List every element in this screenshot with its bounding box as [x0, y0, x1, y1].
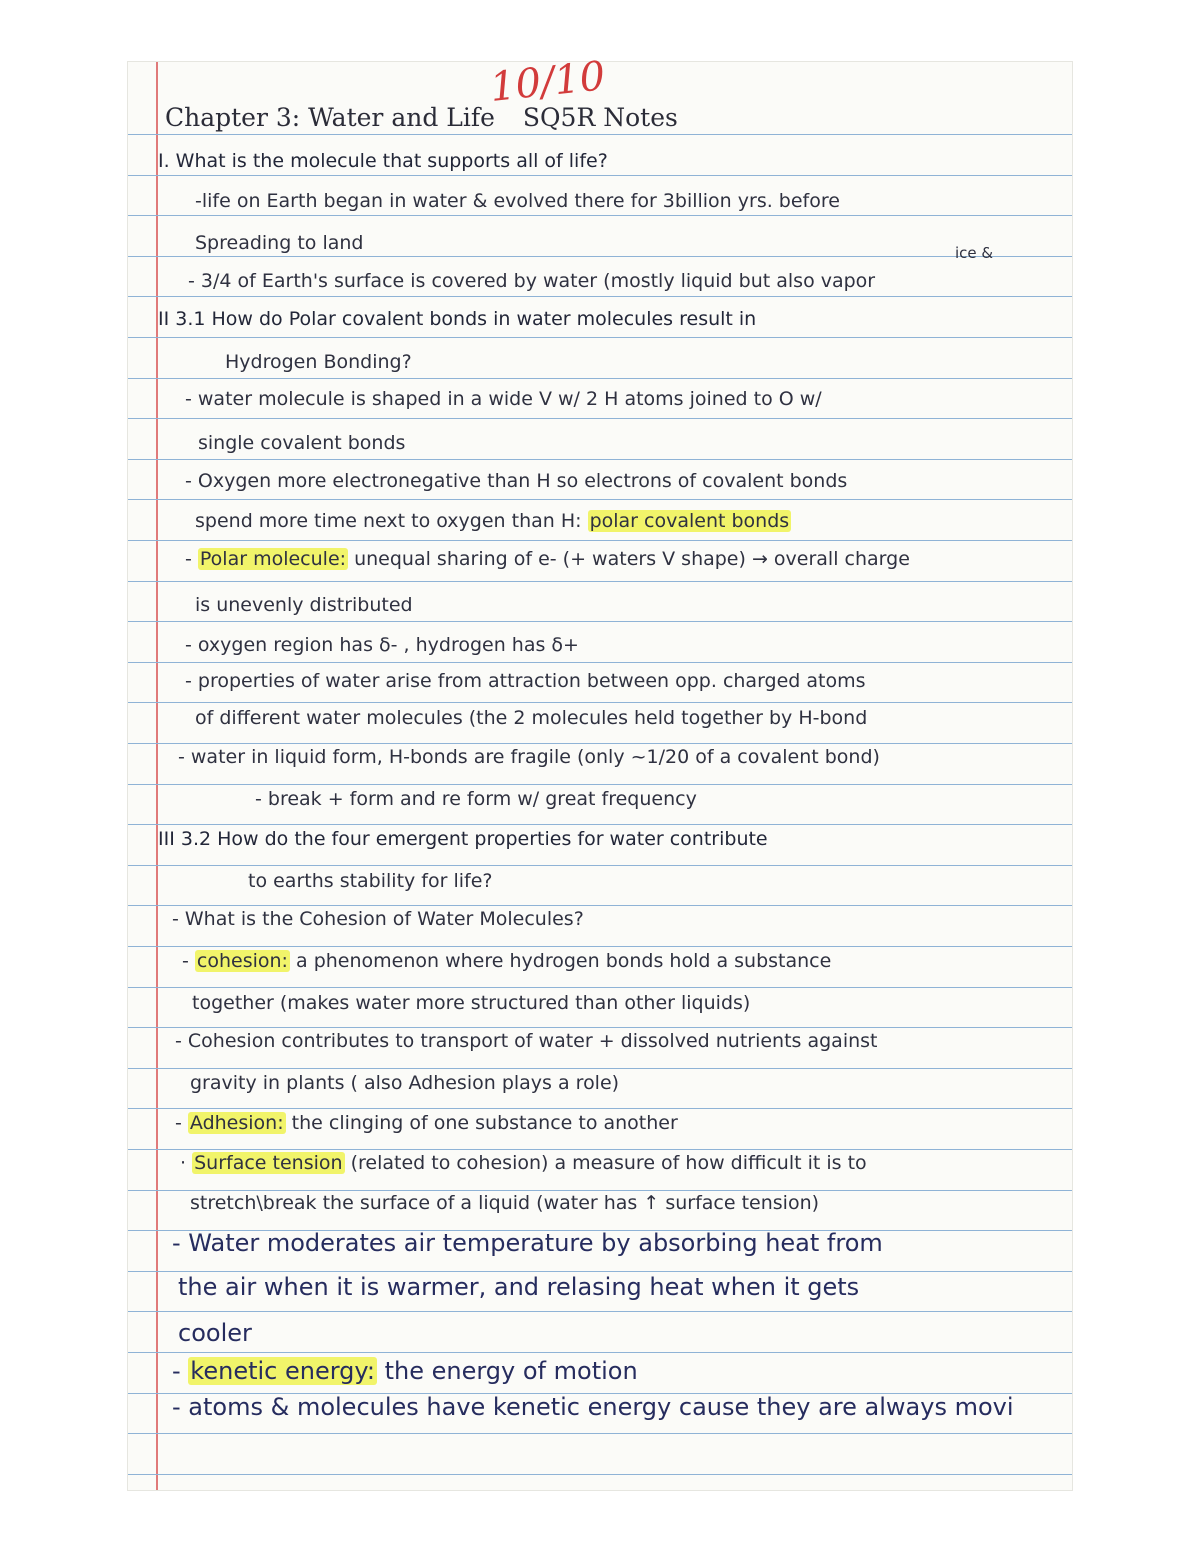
note-line-2: -life on Earth began in water & evolved there for 3billion yrs. before: [195, 190, 840, 212]
page-title: Chapter 3: Water and Life: [165, 103, 495, 132]
note-line-16: - water in liquid form, H-bonds are fragile (only ~1/20 of a covalent bond): [178, 746, 880, 768]
note-line-21: - cohesion: a phenomenon where hydrogen bonds hold a substance: [182, 950, 832, 972]
ruled-line: [128, 540, 1072, 541]
note-line-11: - Polar molecule: unequal sharing of e- (+ waters V shape) → overall charge: [185, 548, 910, 570]
title-line: [165, 105, 678, 133]
note-line-23: - Cohesion contributes to transport of water + dissolved nutrients against: [175, 1030, 878, 1052]
ruled-line: [128, 499, 1072, 500]
note-line-15: of different water molecules (the 2 molecules held together by H-bond: [195, 707, 868, 729]
ruled-line: [128, 1352, 1072, 1353]
ruled-line: [128, 418, 1072, 419]
note-line-8: single covalent bonds: [198, 432, 406, 454]
ruled-line: [128, 621, 1072, 622]
highlight-cohesion: cohesion:: [196, 950, 288, 972]
note-line-29: the air when it is warmer, and relasing heat when it gets: [178, 1273, 860, 1301]
note-line-1: I. What is the molecule that supports all of life?: [158, 150, 608, 172]
ruled-line: [128, 1474, 1072, 1475]
note-line-7: - water molecule is shaped in a wide V w/ 2 H atoms joined to O w/: [185, 388, 822, 410]
note-line-22: together (makes water more structured than other liquids): [192, 992, 751, 1014]
ruled-line: [128, 702, 1072, 703]
ruled-line: [128, 215, 1072, 216]
note-line-30: cooler: [178, 1319, 252, 1347]
ruled-line: [128, 784, 1072, 785]
ruled-line: [128, 175, 1072, 176]
note-line-27: stretch\break the surface of a liquid (water has ↑ surface tension): [190, 1192, 820, 1214]
note-line-3: Spreading to land: [195, 232, 364, 254]
note-line-20: - What is the Cohesion of Water Molecules?: [172, 908, 584, 930]
note-line-10: [195, 508, 791, 534]
note-line-6: Hydrogen Bonding?: [225, 351, 412, 373]
ruled-line: [128, 1433, 1072, 1434]
note-line-28: - Water moderates air temperature by absorbing heat from: [172, 1229, 883, 1257]
ruled-line: [128, 459, 1072, 460]
ruled-line: [128, 1068, 1072, 1069]
highlight-polar-molecule: Polar molecule:: [199, 548, 347, 570]
note-line-5: II 3.1 How do Polar covalent bonds in water molecules result in: [158, 308, 757, 330]
margin-line: [156, 62, 158, 1490]
ruled-line: [128, 946, 1072, 947]
note-text: the energy of motion: [384, 1357, 638, 1385]
grade-mark: 10/10: [487, 53, 608, 111]
note-line-32: - atoms & molecules have kenetic energy cause they are always movi: [172, 1393, 1014, 1421]
note-line-17: - break + form and re form w/ great frequency: [255, 788, 697, 810]
ruled-line: [128, 662, 1072, 663]
note-line-26: · Surface tension (related to cohesion) a measure of how difficult it is to: [180, 1152, 867, 1174]
highlight-polar-covalent: polar covalent bonds: [589, 510, 790, 532]
note-text: spend more time next to oxygen than H:: [195, 510, 582, 532]
highlight-surface-tension: Surface tension: [194, 1152, 343, 1174]
note-line-19: to earths stability for life?: [248, 870, 493, 892]
note-line-25: - Adhesion: the clinging of one substance to another: [175, 1112, 678, 1134]
note-text: the clinging of one substance to another: [291, 1112, 678, 1134]
page-subtitle: SQ5R Notes: [522, 103, 678, 132]
highlight-adhesion: Adhesion:: [189, 1112, 284, 1134]
note-line-4: - 3/4 of Earth's surface is covered by water (mostly liquid but also vapor: [188, 270, 876, 292]
note-line-24: gravity in plants ( also Adhesion plays a role): [190, 1072, 620, 1094]
ruled-line: [128, 378, 1072, 379]
note-text: (related to cohesion) a measure of how difficult it is to: [350, 1152, 867, 1174]
ruled-line: [128, 134, 1072, 135]
note-line-12: is unevenly distributed: [195, 594, 413, 616]
note-line-31: - kenetic energy: the energy of motion: [172, 1357, 638, 1385]
note-text: unequal sharing of e- (+ waters V shape) → overall charge: [354, 548, 910, 570]
highlight-kenetic-energy: kenetic energy:: [190, 1357, 375, 1385]
ruled-line: [128, 296, 1072, 297]
ruled-line: [128, 987, 1072, 988]
note-line-14: - properties of water arise from attraction between opp. charged atoms: [185, 670, 866, 692]
note-line-18: III 3.2 How do the four emergent properties for water contribute: [158, 828, 768, 850]
margin-note: ice &: [955, 244, 994, 262]
ruled-line: [128, 865, 1072, 866]
ruled-line: [128, 337, 1072, 338]
ruled-line: [128, 1311, 1072, 1312]
note-line-9: - Oxygen more electronegative than H so electrons of covalent bonds: [185, 470, 848, 492]
ruled-line: [128, 581, 1072, 582]
note-text: a phenomenon where hydrogen bonds hold a substance: [296, 950, 832, 972]
note-line-13: - oxygen region has δ- , hydrogen has δ+: [185, 634, 579, 656]
